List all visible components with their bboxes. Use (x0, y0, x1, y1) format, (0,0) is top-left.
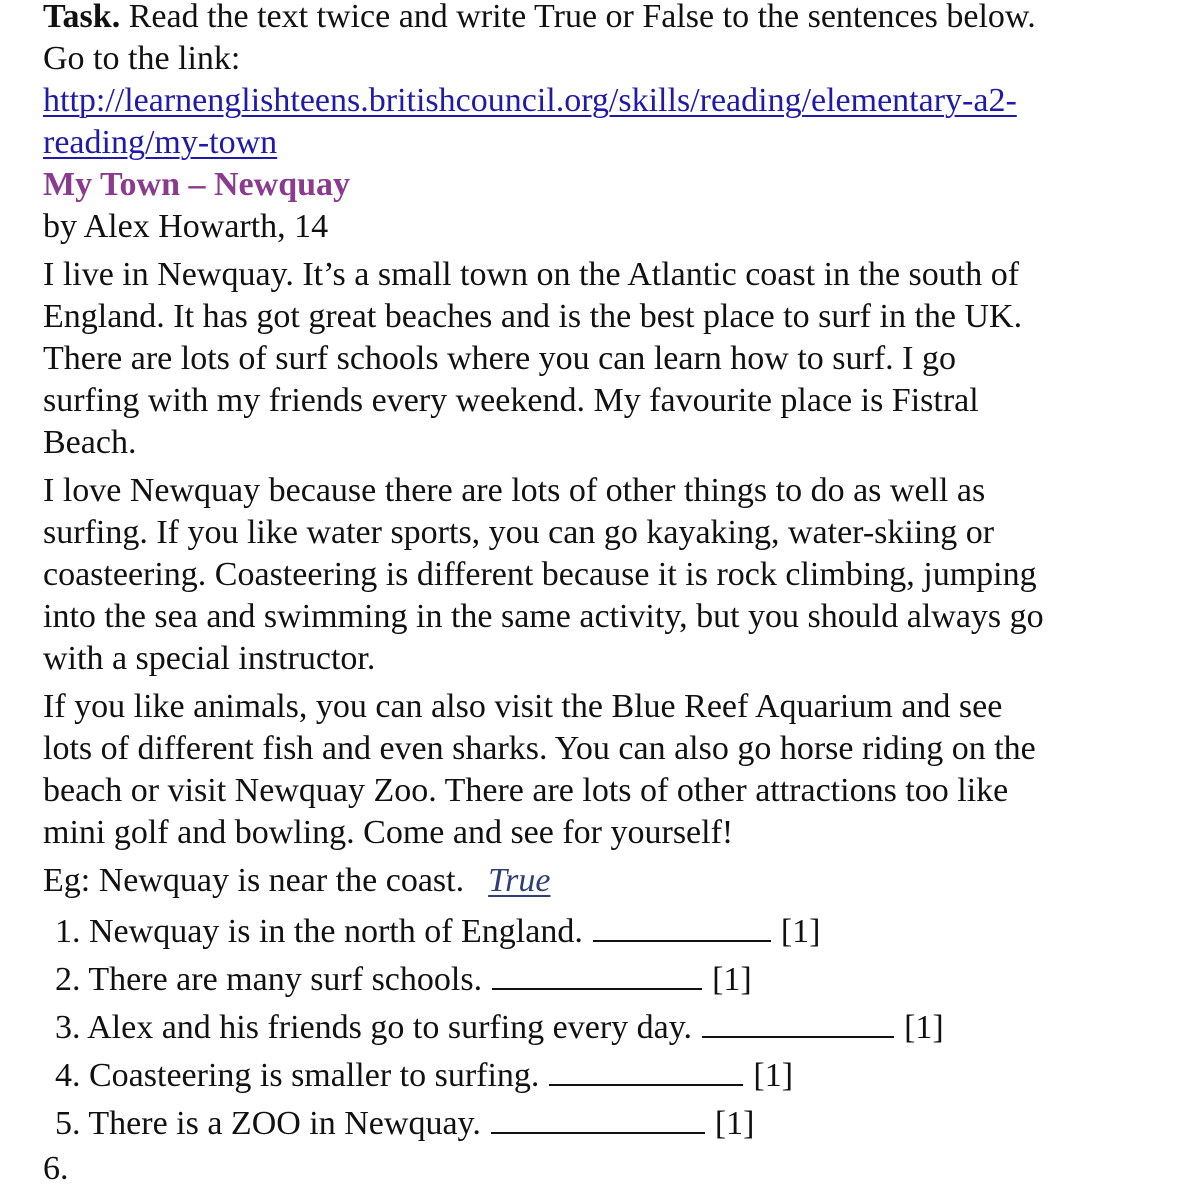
answer-blank[interactable] (702, 1006, 894, 1038)
paragraph-line: If you like animals, you can also visit the Blue Reef Aquarium and see (43, 688, 1003, 725)
paragraph-line: coasteering. Coasteering is different because it is rock climbing, jumping (43, 556, 1037, 593)
paragraph-line: with a special instructor. (43, 640, 376, 677)
question-text: 2. There are many surf schools. (55, 961, 483, 998)
source-link[interactable] (43, 80, 1183, 122)
task-label: Task. (43, 0, 121, 35)
paragraph-line: There are lots of surf schools where you can learn how to surf. I go (43, 340, 956, 377)
goto-text: Go to the link: (43, 40, 241, 77)
paragraph-line: surfing. If you like water sports, you can go kayaking, water-skiing or (43, 514, 995, 551)
question-mark: [1] (714, 1105, 755, 1142)
paragraph-line: Beach. (43, 424, 137, 461)
question-item (55, 1100, 1183, 1148)
answer-blank[interactable] (593, 910, 771, 942)
paragraph-line: England. It has got great beaches and is the best place to surf in the UK. (43, 298, 1023, 335)
question-mark: [1] (780, 913, 821, 950)
question-mark: [1] (712, 961, 752, 998)
paragraph-line: I love Newquay because there are lots of other things to do as well as (43, 472, 986, 509)
paragraph-line: mini golf and bowling. Come and see for yourself! (43, 814, 734, 851)
article-paragraph-2 (43, 470, 1183, 680)
paragraph-line: beach or visit Newquay Zoo. There are lots of other attractions too like (43, 772, 1009, 809)
question-text: 5. There is a ZOO in Newquay. (55, 1105, 481, 1142)
source-link-continued[interactable] (43, 122, 1183, 164)
example-answer: True (488, 862, 551, 899)
question-item (55, 908, 1183, 956)
source-link-part-2[interactable]: reading/my-town (43, 124, 278, 161)
answer-blank[interactable] (492, 958, 702, 990)
paragraph-line: into the sea and swimming in the same activity, but you should always go (43, 598, 1044, 635)
example-line (43, 860, 1183, 902)
question-item (55, 956, 1183, 1004)
question-mark: [1] (904, 1009, 944, 1046)
example-text: Eg: Newquay is near the coast. (43, 862, 465, 899)
question-item (55, 1004, 1183, 1052)
question-text: 4. Coasteering is smaller to surfing. (55, 1057, 540, 1094)
article-title: My Town – Newquay (43, 166, 351, 203)
paragraph-line: lots of different fish and even sharks. You can also go horse riding on the (43, 730, 1036, 767)
task-instruction: Read the text twice and write True or False to the sentences below. (128, 0, 1036, 35)
worksheet (43, 0, 1183, 1190)
article-paragraph-3 (43, 686, 1183, 854)
paragraph-line: surfing with my friends every weekend. My favourite place is Fistral (43, 382, 979, 419)
paragraph-line: I live in Newquay. It’s a small town on the Atlantic coast in the south of (43, 256, 1020, 293)
question-mark: [1] (753, 1057, 794, 1094)
question-text: 1. Newquay is in the north of England. (55, 913, 583, 950)
answer-blank[interactable] (491, 1102, 705, 1134)
question-text: 3. Alex and his friends go to surfing every day. (55, 1009, 693, 1046)
task-line (43, 0, 1183, 38)
question-list (43, 908, 1183, 1148)
source-link-part-1[interactable]: http://learnenglishteens.britishcouncil.org/skills/reading/elementary-a2- (43, 82, 1017, 119)
article-byline: by Alex Howarth, 14 (43, 208, 329, 245)
question-6-number: 6. (43, 1150, 69, 1187)
question-item (55, 1052, 1183, 1100)
article-paragraph-1 (43, 254, 1183, 464)
answer-blank[interactable] (549, 1054, 743, 1086)
